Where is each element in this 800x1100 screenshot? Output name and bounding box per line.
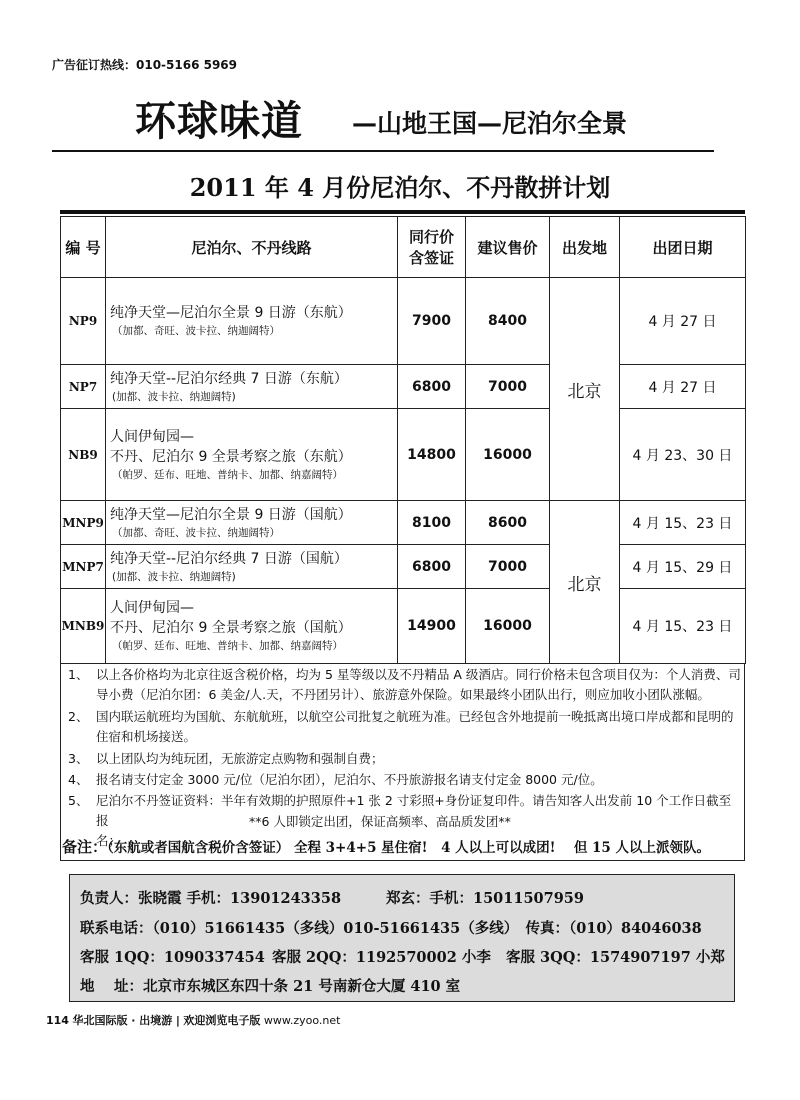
header-retail-price: 建议售价: [466, 217, 550, 278]
header-peer-price-line1: 同行价: [408, 228, 454, 246]
peer-price: 8100: [398, 501, 466, 545]
route-name-line2: 不丹、尼泊尔 9 全景考察之旅（国航）: [110, 620, 352, 636]
contact-qq-3: 客服 3QQ：1574907197 小郑: [506, 949, 725, 966]
table-row: [61, 589, 746, 664]
peer-price: 7900: [398, 278, 466, 365]
route-name: 纯净天堂—尼泊尔全景 9 日游（国航）: [110, 506, 352, 523]
note-text-cont: 名；: [96, 833, 122, 848]
header-date: 出团日期: [620, 217, 746, 278]
note-index: 3、: [68, 751, 89, 766]
route-name: 纯净天堂—尼泊尔全景 9 日游（东航）: [110, 305, 352, 321]
retail-price: 8400: [466, 278, 550, 365]
route-name-line1: 人间伊甸园—: [110, 428, 194, 445]
contact-phone-fax: 联系电话：（010）51661435（多线）010-51661435（多线） 传真：（010）84046038: [80, 920, 702, 937]
retail-price: 8600: [466, 501, 550, 545]
note-item: [68, 665, 741, 705]
route-code: NB9: [61, 409, 106, 501]
header-origin: 出发地: [550, 217, 620, 278]
contact-qq-1: 客服 1QQ：1090337454: [80, 949, 265, 966]
note-item: [68, 770, 741, 790]
peer-price: 6800: [398, 545, 466, 589]
table-header-row: [61, 217, 746, 278]
note-text: 国内联运航班均为国航、东航航班，以航空公司批复之航班为准。已经包含外地提前一晚抵离出境口岸成都和昆明的: [96, 709, 734, 724]
route-name: 纯净天堂--尼泊尔经典 7 日游（国航）: [110, 550, 348, 567]
route-cell: [106, 501, 398, 545]
header-route: 尼泊尔、不丹线路: [106, 217, 398, 278]
retail-price: 16000: [466, 409, 550, 501]
route-code: MNP9: [61, 501, 106, 545]
table-row: [61, 545, 746, 589]
route-cell: [106, 589, 398, 664]
route-code: NP7: [61, 365, 106, 409]
note-index: 4、: [68, 772, 89, 787]
footer-slogan: 欢迎浏览电子版: [183, 1014, 261, 1027]
note-index: 1、: [68, 667, 89, 682]
route-cell: [106, 409, 398, 501]
departure-date: 4 月 15、23 日: [620, 501, 746, 545]
retail-price: 7000: [466, 545, 550, 589]
remark-label: 备注：: [62, 838, 108, 856]
contact-box: [69, 874, 735, 1002]
route-stops: (加都、波卡拉、纳迦阔特): [112, 570, 236, 583]
departure-date: 4 月 15、23 日: [620, 589, 746, 664]
remark-line: [62, 836, 710, 857]
origin-city: 北京: [550, 278, 620, 501]
title-divider: [52, 150, 714, 152]
note-item: [68, 749, 741, 769]
page-subtitle: —山地王国—尼泊尔全景: [352, 109, 628, 138]
remark-text: （东航或者国航含税价含签证） 全程 3+4+5 星住宿! 4 人以上可以成团! 但 15 人以上派领队。: [107, 840, 710, 856]
route-stops: （加都、奇旺、波卡拉、纳迦阔特）: [112, 526, 280, 539]
table-row: [61, 501, 746, 545]
route-name-line2: 不丹、尼泊尔 9 全景考察之旅（东航）: [110, 448, 352, 465]
plan-title: 2011 年 4 月份尼泊尔、不丹散拼计划: [189, 173, 611, 202]
header-code: 编 号: [61, 217, 106, 278]
footer-section: 华北国际版 · 出境游: [72, 1014, 173, 1027]
note-text: 以上各价格均为北京往返含税价格，均为 5 星等级以及不丹精品 A 级酒店。同行价格未包含项目仅为：个人消费、司: [96, 667, 741, 682]
route-stops: （加都、奇旺、波卡拉、纳迦阔特）: [112, 325, 280, 337]
departure-date: 4 月 27 日: [620, 278, 746, 365]
note-text: 报名请支付定金 3000 元/位（尼泊尔团），尼泊尔、不丹旅游报名请支付定金 8000 元/位。: [96, 772, 603, 787]
route-stops: (加都、波卡拉、纳迦阔特): [112, 390, 236, 403]
note-text: 以上团队均为纯玩团，无旅游定点购物和强制自费；: [96, 751, 384, 766]
notes-box: [60, 663, 745, 861]
table-row: [61, 278, 746, 365]
note-text-cont: 住宿和机场接送。: [96, 729, 197, 744]
note-highlight: **6 人即锁定出团，保证高频率、高品质发团**: [249, 814, 511, 829]
route-code: MNB9: [61, 589, 106, 664]
origin-city: 北京: [550, 501, 620, 664]
contact-qq-2: 客服 2QQ：1192570002 小李: [272, 949, 491, 966]
route-stops: （帕罗、廷布、旺地、普纳卡、加都、纳嘉阔特）: [112, 468, 343, 481]
retail-price: 16000: [466, 589, 550, 664]
contact-manager: 负责人：张晓霞 手机：13901243358: [80, 890, 342, 907]
header-peer-price-line2: 含签证: [408, 249, 454, 267]
peer-price: 14900: [398, 589, 466, 664]
note-text-cont: 导小费（尼泊尔团：6 美金/人.天，不丹团另计）、旅游意外保险。如果最终小团队出行，则应加收小团队涨幅。: [96, 687, 710, 702]
route-cell: [106, 278, 398, 365]
peer-price: 6800: [398, 365, 466, 409]
ad-hotline: 广告征订热线：010-5166 5969: [52, 58, 238, 72]
footer-separator: |: [175, 1014, 180, 1027]
brand-title: 环球味道: [135, 97, 303, 145]
note-text: 尼泊尔不丹签证资料：半年有效期的护照原件+1 张 2 寸彩照+身份证复印件。请告知客人出发前 10 个工作日截至报: [96, 793, 732, 828]
page-footer: [46, 1012, 340, 1028]
route-code: NP9: [61, 278, 106, 365]
departure-date: 4 月 27 日: [620, 365, 746, 409]
departure-date: 4 月 23、30 日: [620, 409, 746, 501]
peer-price: 14800: [398, 409, 466, 501]
route-cell: [106, 545, 398, 589]
itinerary-table: [60, 216, 746, 664]
route-cell: [106, 365, 398, 409]
route-code: MNP7: [61, 545, 106, 589]
note-index: 2、: [68, 709, 89, 724]
footer-url[interactable]: www.zyoo.net: [263, 1014, 341, 1027]
table-top-bar: [60, 210, 745, 214]
contact-second: 郑玄：手机：15011507959: [386, 890, 584, 907]
note-index: 5、: [68, 793, 89, 808]
table-row: [61, 365, 746, 409]
note-item: [68, 707, 741, 747]
page-number: 114: [46, 1014, 69, 1027]
route-name-line1: 人间伊甸园—: [110, 600, 194, 616]
header-peer-price: [398, 217, 466, 278]
route-stops: （帕罗、廷布、旺地、普纳卡、加都、纳嘉阔特）: [112, 640, 343, 652]
departure-date: 4 月 15、29 日: [620, 545, 746, 589]
route-name: 纯净天堂--尼泊尔经典 7 日游（东航）: [110, 370, 348, 387]
retail-price: 7000: [466, 365, 550, 409]
contact-address: 地 址：北京市东城区东四十条 21 号南新仓大厦 410 室: [80, 978, 461, 995]
table-row: [61, 409, 746, 501]
